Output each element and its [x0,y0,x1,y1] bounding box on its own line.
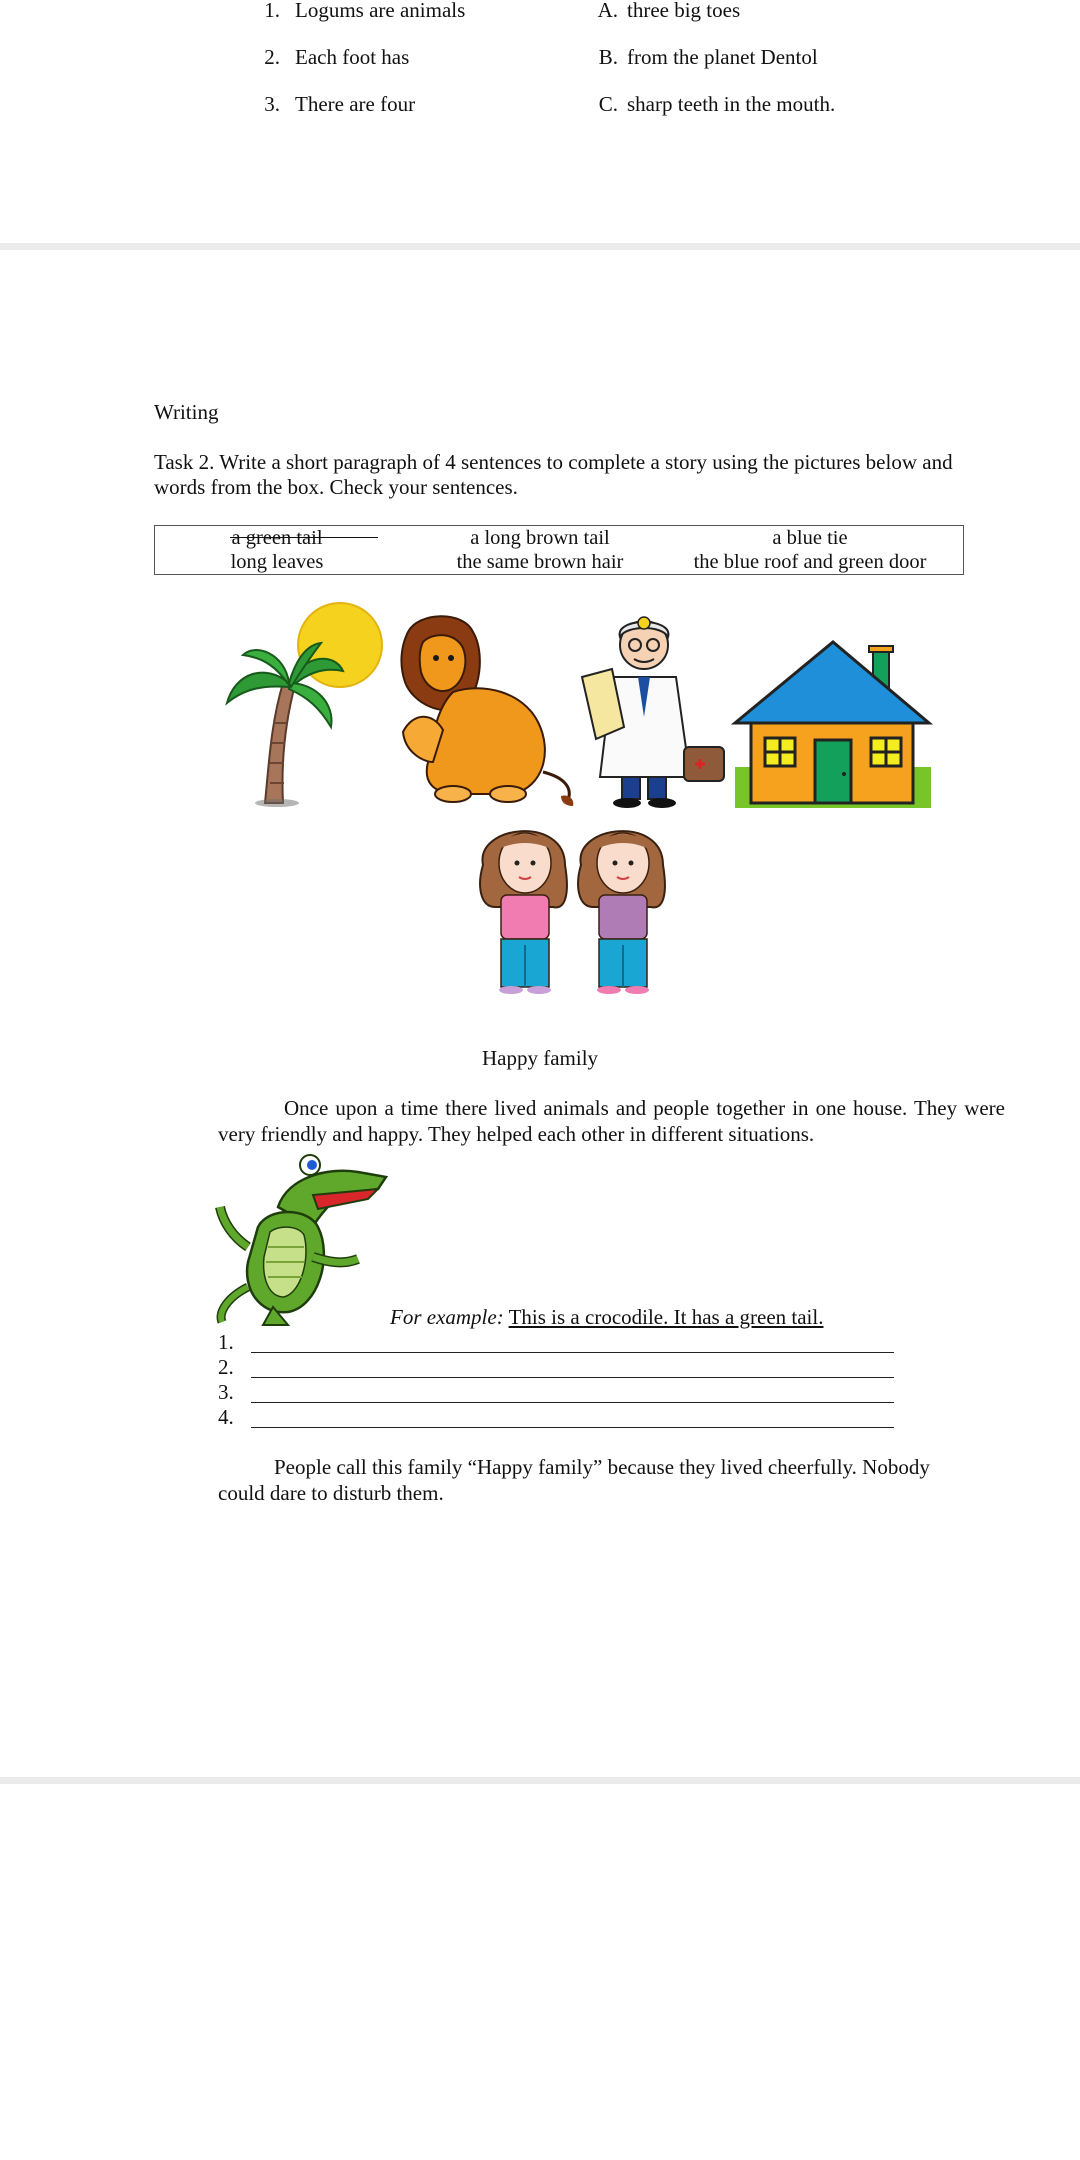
example-sentence [390,1305,823,1330]
word-box-item: a blue tie [772,527,848,549]
crocodile-icon [218,1147,388,1327]
page-2 [0,250,1080,1777]
word-box-item: a green tail [231,527,323,549]
twin-girls-icon [475,815,685,995]
doctor-icon [582,607,727,807]
match-right-letter: A. [597,0,618,22]
match-left-number: 1. [264,0,280,22]
match-left-item: Each foot has [295,45,410,69]
answer-line[interactable]: 1. [218,1330,234,1355]
example-answer: This is a crocodile. It has a green tail. [508,1305,824,1329]
answer-line[interactable]: 3. [218,1380,234,1405]
match-right-item: sharp teeth in the mouth. [627,92,836,116]
word-box-item: the same brown hair [456,551,624,573]
match-left-number: 2. [264,45,280,69]
story-title: Happy family [481,1046,599,1070]
strikethrough-line [230,537,378,538]
page-separator [0,243,1080,250]
lion-icon [393,612,578,807]
match-left-item: Logums are animals [295,0,466,22]
house-icon [733,640,933,810]
palm-tree-icon [225,603,385,808]
story-intro: Once upon a time there lived animals and people together in one house. They were very friendly and happy. They helped each other in different situations. [218,1096,1005,1146]
word-box-item: the blue roof and green door [693,551,927,573]
match-right-letter: B. [598,45,618,69]
answer-line[interactable]: 4. [218,1405,234,1430]
match-right-letter: C. [598,92,618,116]
match-right-item: from the planet Dentol [627,45,818,69]
page-3 [0,1784,1080,2160]
task-instructions [154,450,984,500]
section-heading: Writing [154,400,219,424]
word-box-item: long leaves [230,551,324,573]
match-left-item: There are four [295,92,416,116]
match-right-item: three big toes [627,0,741,22]
word-box [154,525,964,575]
answer-line[interactable]: 2. [218,1355,234,1380]
page-1 [0,0,1080,243]
match-left-number: 3. [264,92,280,116]
page-separator [0,1777,1080,1784]
task-label: Task 2. [154,450,215,474]
story-closing: People call this family “Happy family” because they lived cheerfully. Nobody could dare to disturb them. [218,1455,930,1505]
task-text: Write a short paragraph of 4 sentences to complete a story using the pictures below and words from the box. Check your sentences. [154,450,953,499]
word-box-item: a long brown tail [470,527,610,549]
example-label: For example: [390,1305,504,1329]
